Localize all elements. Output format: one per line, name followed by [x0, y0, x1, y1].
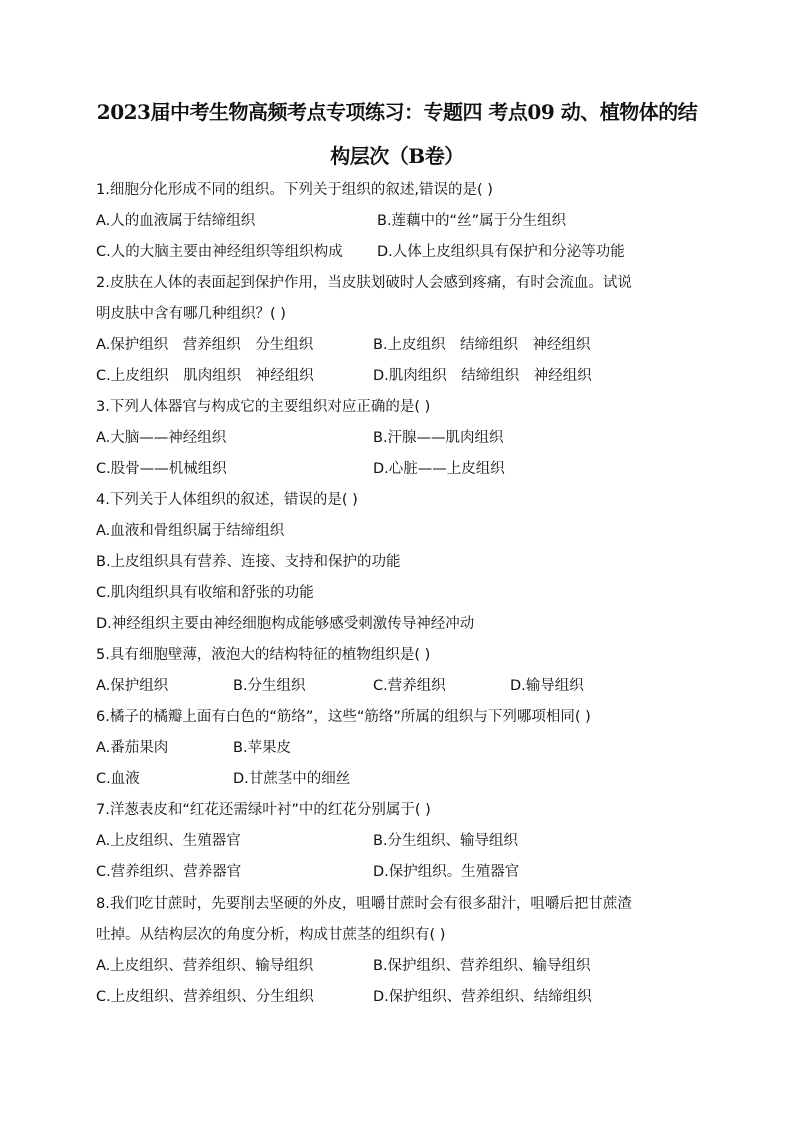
q8-option-b: B.保护组织、营养组织、输导组织: [373, 958, 591, 974]
q3-option-d: D.心脏——上皮组织: [373, 461, 505, 477]
q3-option-c: C.股骨——机械组织: [96, 461, 227, 477]
q1-option-c: C.人的大脑主要由神经组织等组织构成: [96, 244, 343, 260]
q6-option-c: C.血液: [96, 771, 140, 787]
q6-option-d: D.甘蔗茎中的细丝: [233, 771, 351, 787]
q2-option-a: A.保护组织 营养组织 分生组织: [96, 337, 314, 353]
q4-option-d: D.神经组织主要由神经细胞构成能够感受刺激传导神经冲动: [96, 616, 475, 632]
q7-option-b: B.分生组织、输导组织: [373, 833, 519, 849]
q1-option-d: D.人体上皮组织具有保护和分泌等功能: [377, 244, 625, 260]
q3-option-b: B.汗腺——肌肉组织: [373, 430, 504, 446]
q4-option-a: A.血液和骨组织属于结缔组织: [96, 523, 285, 539]
question-1-stem: 1.细胞分化形成不同的组织。下列关于组织的叙述,错误的是( ): [96, 182, 493, 198]
q8-option-d: D.保护组织、营养组织、结缔组织: [373, 989, 592, 1005]
q5-option-c: C.营养组织: [373, 678, 446, 694]
q5-option-d: D.输导组织: [510, 678, 584, 694]
q4-option-c: C.肌肉组织具有收缩和舒张的功能: [96, 585, 314, 601]
q5-option-b: B.分生组织: [233, 678, 306, 694]
q7-option-c: C.营养组织、营养器官: [96, 864, 242, 880]
question-2-stem-line-2: 明皮肤中含有哪几种组织？( ): [96, 306, 286, 322]
q2-option-d: D.肌肉组织 结缔组织 神经组织: [373, 368, 592, 384]
q7-option-a: A.上皮组织、生殖器官: [96, 833, 241, 849]
q4-option-b: B.上皮组织具有营养、连接、支持和保护的功能: [96, 554, 401, 570]
q1-option-a: A.人的血液属于结缔组织: [96, 213, 256, 229]
q1-option-b: B.莲藕中的“丝”属于分生组织: [377, 213, 567, 229]
q6-option-a: A.番茄果肉: [96, 740, 169, 756]
question-4-stem: 4.下列关于人体组织的叙述，错误的是( ): [96, 492, 358, 508]
q6-option-b: B.苹果皮: [233, 740, 292, 756]
question-3-stem: 3.下列人体器官与构成它的主要组织对应正确的是( ): [96, 399, 431, 415]
document-title-line-2: 构层次（B卷）: [330, 144, 464, 168]
q8-option-a: A.上皮组织、营养组织、输导组织: [96, 958, 314, 974]
q2-option-b: B.上皮组织 结缔组织 神经组织: [373, 337, 591, 353]
question-8-stem-line-1: 8.我们吃甘蔗时，先要削去坚硬的外皮，咀嚼甘蔗时会有很多甜汁，咀嚼后把甘蔗渣: [96, 896, 632, 912]
document-title-line-1: 2023届中考生物高频考点专项练习：专题四 考点09 动、植物体的结: [96, 100, 698, 124]
q7-option-d: D.保护组织。生殖器官: [373, 864, 520, 880]
q3-option-a: A.大脑——神经组织: [96, 430, 227, 446]
question-5-stem: 5.具有细胞壁薄，液泡大的结构特征的植物组织是( ): [96, 647, 431, 663]
q2-option-c: C.上皮组织 肌肉组织 神经组织: [96, 368, 314, 384]
question-7-stem: 7.洋葱表皮和“红花还需绿叶衬”中的红花分别属于( ): [96, 802, 431, 818]
question-2-stem-line-1: 2.皮肤在人体的表面起到保护作用，当皮肤划破时人会感到疼痛，有时会流血。试说: [96, 275, 632, 291]
question-8-stem-line-2: 吐掉。从结构层次的角度分析，构成甘蔗茎的组织有( ): [96, 927, 446, 943]
question-6-stem: 6.橘子的橘瓣上面有白色的“筋络”，这些“筋络”所属的组织与下列哪项相同( ): [96, 709, 591, 725]
q8-option-c: C.上皮组织、营养组织、分生组织: [96, 989, 314, 1005]
q5-option-a: A.保护组织: [96, 678, 169, 694]
